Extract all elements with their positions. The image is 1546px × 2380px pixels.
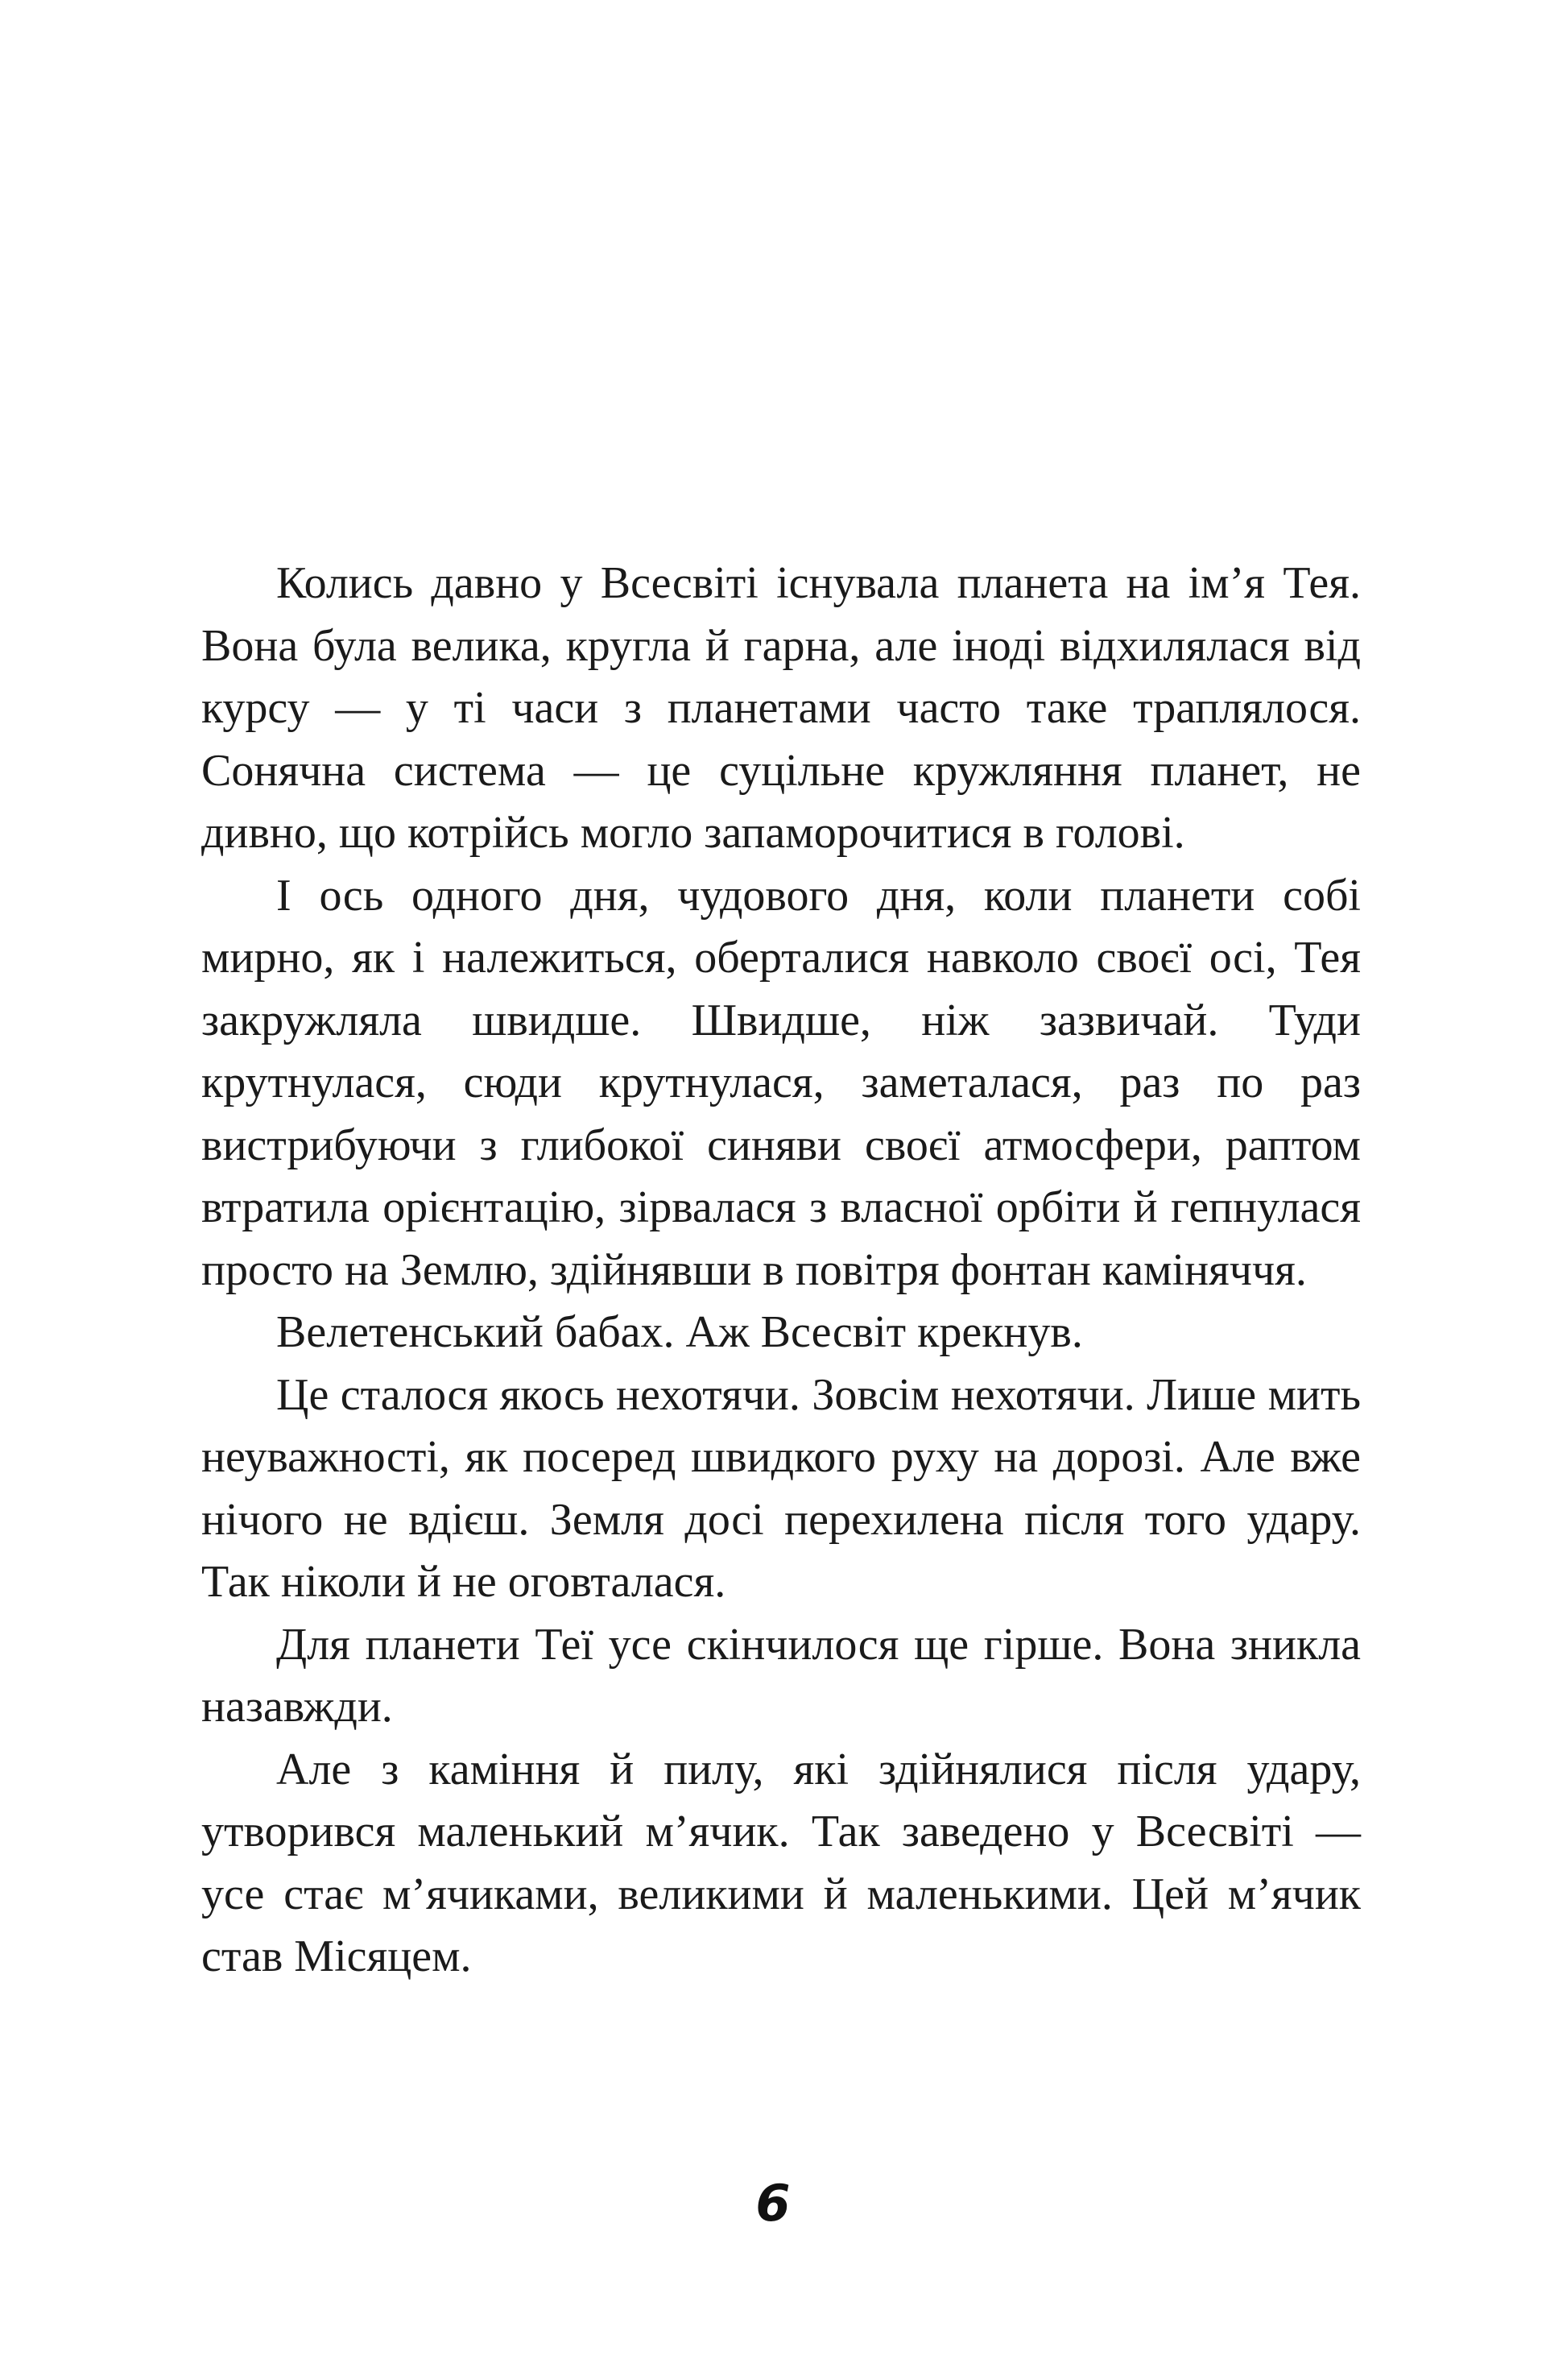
paragraph-5: Для планети Теї усе скінчилося ще гірше. Вона зникла назавжди. (201, 1619, 1361, 1732)
paragraph-4: Це сталося якось нехотячи. Зовсім нехотячи. Лише мить неуважності, як посеред швидкого руху на дорозі. Але вже нічого не вдієш. Земля досі перехилена після того удару. Так ніколи й не оговталася. (201, 1369, 1361, 1607)
paragraph-1: Колись давно у Всесвіті існувала планета на ім’я Тея. Вона була велика, кругла й гарна, але іноді відхилялася від курсу — у ті часи з планетами часто таке траплялося. Сонячна система — це суцільне кружляння планет, не дивно, що котрійсь могло запаморочитися в голові. (201, 558, 1361, 858)
body-text (201, 553, 1361, 1989)
paragraph-6: Але з каміння й пилу, які здійнялися після удару, утворився маленький м’ячик. Так заведено у Всесвіті — усе стає м’ячиками, великими й маленькими. Цей м’ячик став Місяцем. (201, 1744, 1361, 1981)
page-number: 6 (755, 2174, 791, 2233)
paragraph-3: Велетенський бабах. Аж Всесвіт крекнув. (276, 1307, 1083, 1357)
paragraph-2: І ось одного дня, чудового дня, коли планети собі мирно, як і належиться, оберталися навколо своєї осі, Тея закружляла швидше. Швидше, ніж зазвичай. Туди крутнулася, сюди крутнулася, заметалася, раз по раз вистрибуючи з глибокої синяви своєї атмосфери, раптом втратила орієнтацію, зірвалася з власної орбіти й гепнулася просто на Землю, здійнявши в повітря фонтан каміняччя. (201, 870, 1361, 1295)
